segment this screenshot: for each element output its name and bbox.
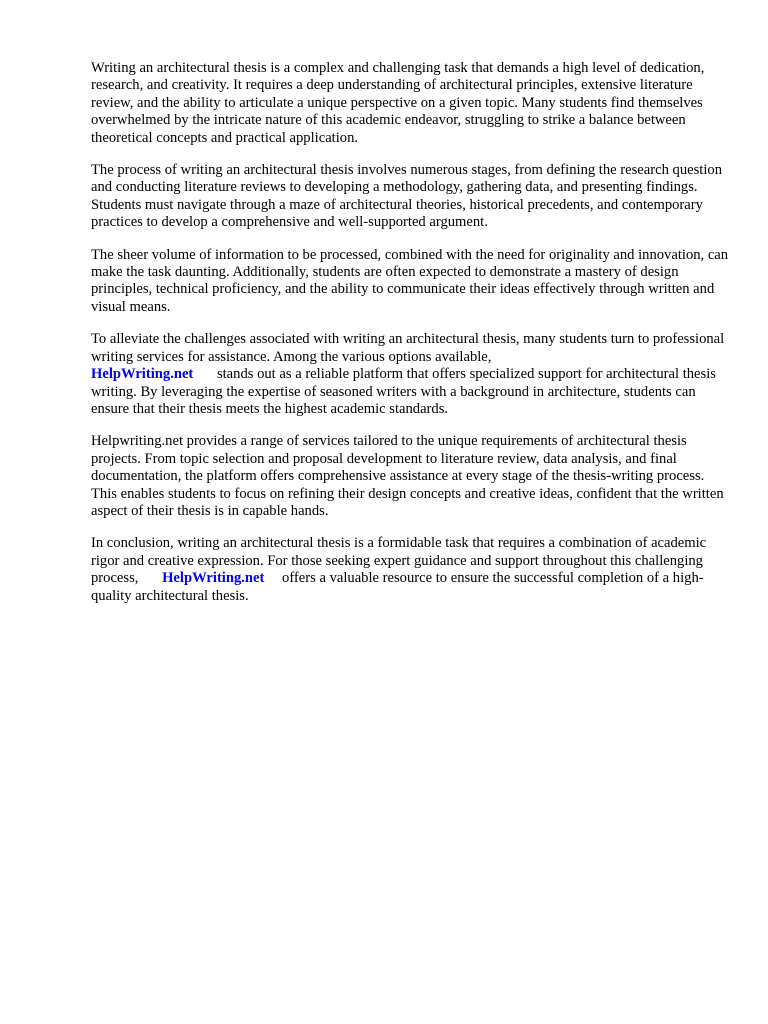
paragraph-services-text-end: stands out as a reliable platform that offers specialized support for architectural thesis writing. By leveraging the expertise of seasoned writers with a background in architecture, students can ensure that their thesis meets the highest academic standards. bbox=[91, 366, 716, 417]
paragraph-conclusion-text-end: offers a valuable resource to ensure the successful completion of a high-quality architectural thesis. bbox=[91, 570, 704, 604]
paragraph-services bbox=[91, 331, 731, 418]
paragraph-conclusion-text-start: In conclusion, writing an architectural thesis is a formidable task that requires a combination of academic rigor and creative expression. For those seeking expert guidance and support throughout this challenging process, bbox=[91, 535, 707, 587]
helpwriting-link-conclusion[interactable]: HelpWriting.net bbox=[162, 570, 265, 587]
paragraph-intro: Writing an architectural thesis is a complex and challenging task that demands a high level of dedication, research, and creativity. It requires a deep understanding of architectural principles, extensive literature review, and the ability to articulate a unique perspective on a given topic. Many students find themselves overwhelmed by the intricate nature of this academic endeavor, struggling to strike a balance between theoretical concepts and practical application. bbox=[91, 60, 705, 146]
paragraph-conclusion bbox=[91, 535, 731, 605]
paragraph-challenges: The sheer volume of information to be processed, combined with the need for originality and innovation, can make the task daunting. Additionally, students are often expected to demonstrate a mastery of design principles, technical proficiency, and the ability to communicate their ideas effectively through written and visual means. bbox=[91, 246, 729, 315]
document-body bbox=[91, 60, 731, 620]
helpwriting-link[interactable]: HelpWriting.net bbox=[91, 366, 194, 383]
paragraph-offerings: Helpwriting.net provides a range of services tailored to the unique requirements of architectural thesis projects. From topic selection and proposal development to literature review, data analysis, and final documentation, the platform offers comprehensive assistance at every stage of the thesis-writing process. This enables students to focus on refining their design concepts and creative ideas, confident that the written aspect of their thesis is in capable hands. bbox=[91, 433, 724, 519]
paragraph-process: The process of writing an architectural thesis involves numerous stages, from defining the research question and conducting literature reviews to developing a methodology, gathering data, and presenting findings. Students must navigate through a maze of architectural theories, historical precedents, and contemporary practices to develop a comprehensive and well-supported argument. bbox=[91, 162, 722, 231]
paragraph-services-text-start: To alleviate the challenges associated with writing an architectural thesis, many students turn to professional writing services for assistance. Among the various options available, bbox=[91, 331, 725, 365]
